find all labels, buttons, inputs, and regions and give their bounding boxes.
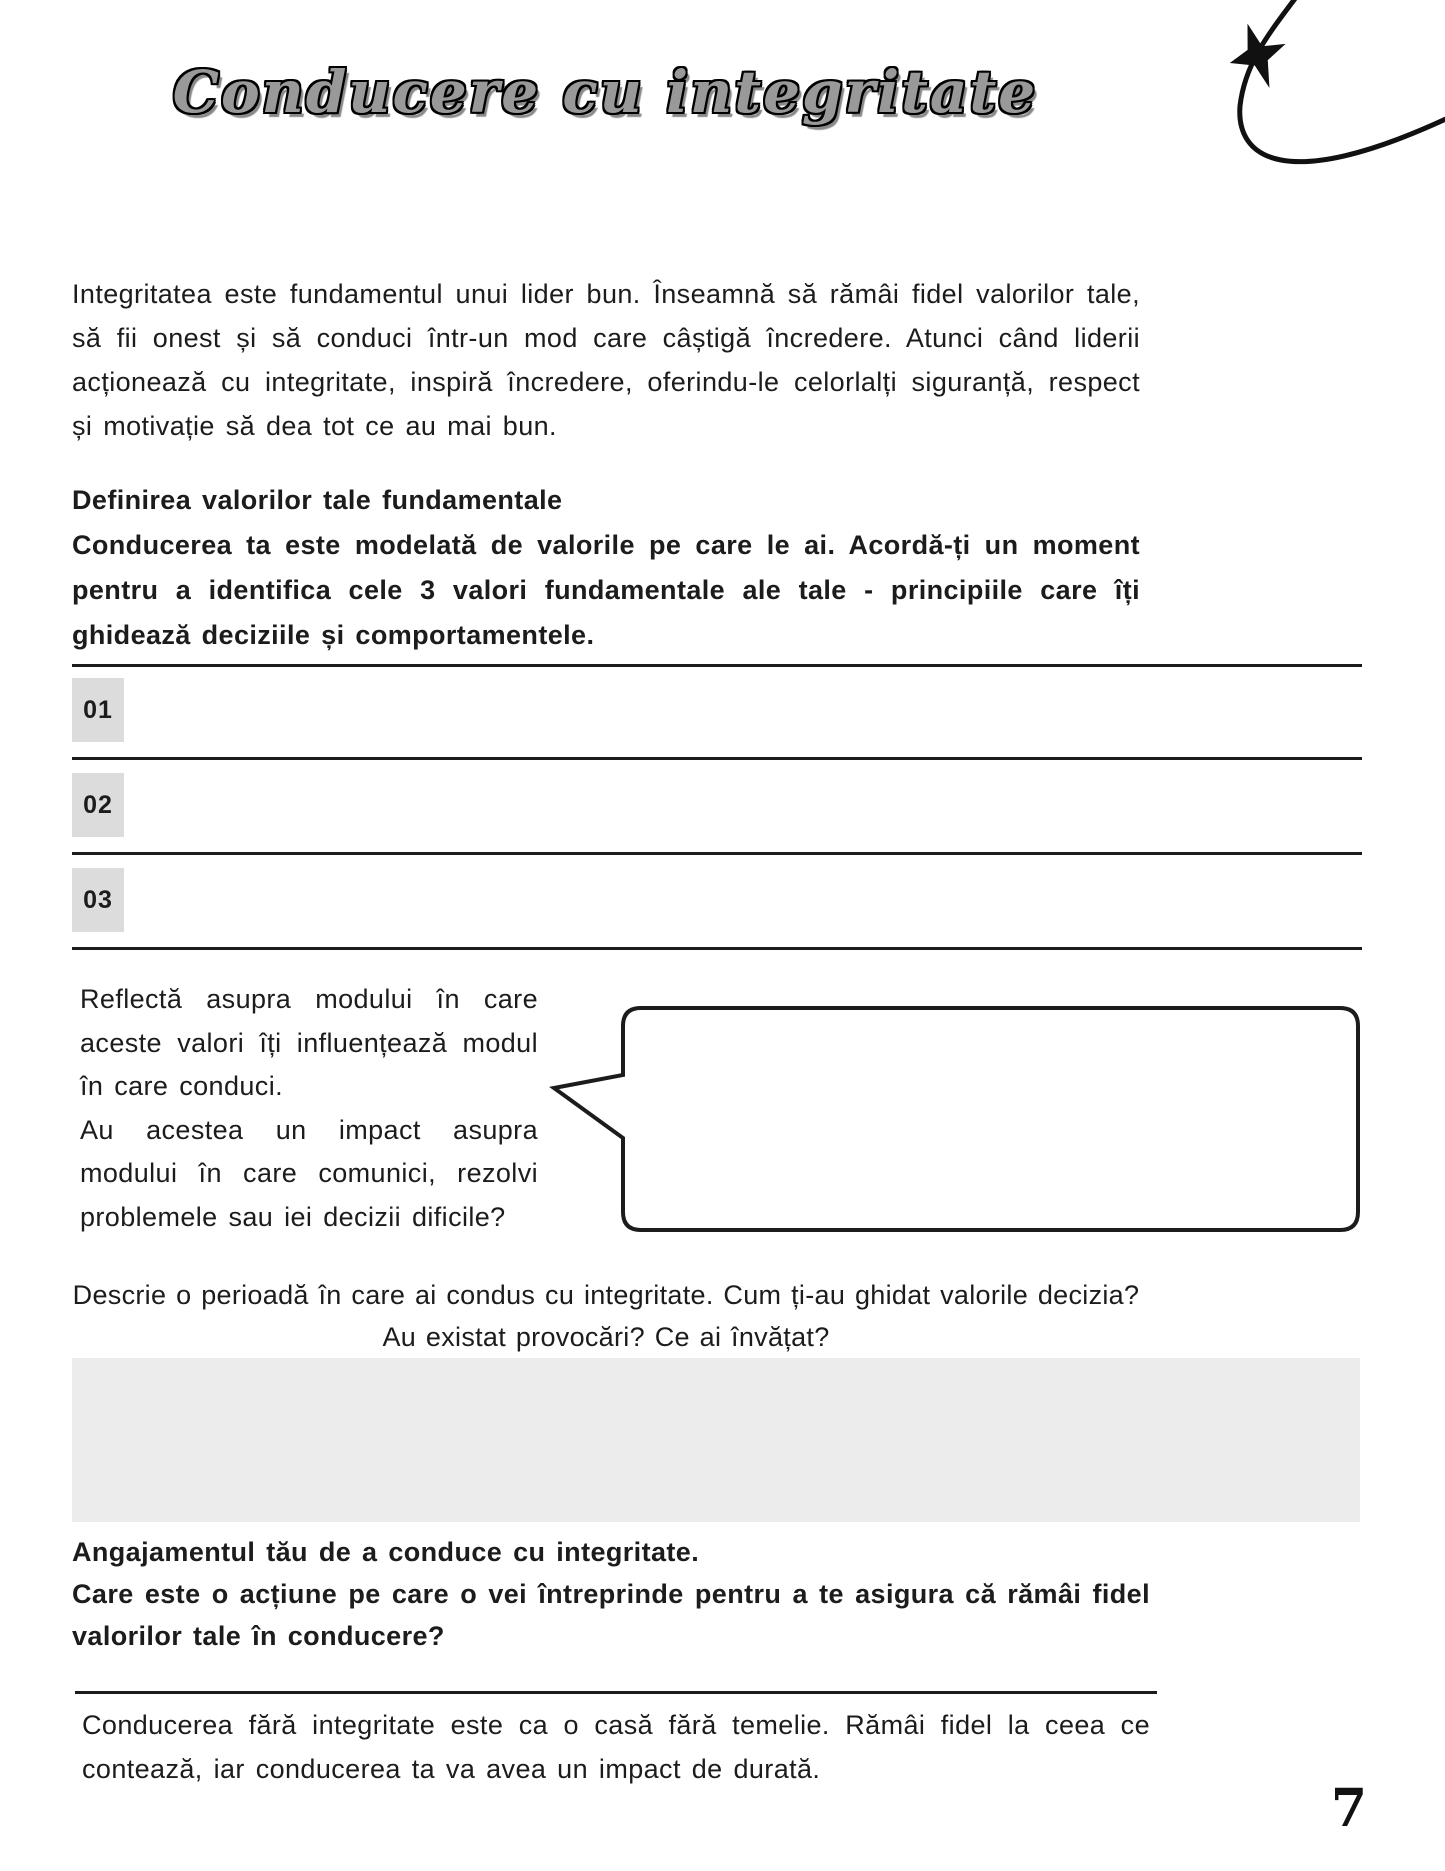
commitment-section xyxy=(72,1531,1150,1657)
reflection-prompt-line2: Au acestea un impact asupra modului în care comunici, rezolvi problemele sau iei decizii dificile? xyxy=(80,1114,538,1232)
intro-paragraph: Integritatea este fundamentul unui lider bun. Înseamnă să rămâi fidel valorilor tale, să fii onest și să conduci într-un mod care câștigă încredere. Atunci când liderii acționează cu integritate, inspiră încredere, oferindu-le celorlalți siguranță, respect și motivație să dea tot ce au mai bun. xyxy=(72,279,1140,441)
page-title: Conducere cu integritate xyxy=(172,58,1038,126)
value-number-label: 02 xyxy=(83,790,113,819)
swoosh-icon xyxy=(1240,0,1445,162)
writing-line-value-3[interactable] xyxy=(72,947,1362,950)
commitment-heading: Angajamentul tău de a conduce cu integritate. xyxy=(72,1537,700,1567)
values-section xyxy=(72,478,1140,658)
page-number: 7 xyxy=(1330,1778,1367,1839)
experience-answer-box[interactable] xyxy=(72,1358,1360,1522)
writing-line-value-2[interactable] xyxy=(72,852,1362,855)
writing-line-value-1[interactable] xyxy=(72,757,1362,760)
values-top-line xyxy=(72,664,1362,667)
value-number-badge xyxy=(72,773,124,837)
values-heading: Definirea valorilor tale fundamentale xyxy=(72,485,563,515)
value-number-label: 01 xyxy=(83,695,113,724)
reflection-prompt-line1: Reflectă asupra modului în care aceste valori îți influențează modul în care conduci. xyxy=(80,984,538,1101)
footer-quote: Conducerea fără integritate este ca o casă fără temelie. Rămâi fidel la ceea ce contează, iar conducerea ta va avea un impact de durată. xyxy=(82,1710,1150,1784)
value-number-label: 03 xyxy=(83,885,113,914)
commitment-question: Care este o acțiune pe care o vei întreprinde pentru a te asigura că rămâi fidel valorilor tale în conducere? xyxy=(72,1579,1150,1651)
reflection-prompt xyxy=(80,978,538,1239)
reflection-bubble[interactable] xyxy=(540,998,1368,1238)
speech-bubble-outline xyxy=(554,1008,1358,1230)
experience-prompt: Descrie o perioadă în care ai condus cu integritate. Cum ți-au ghidat valorile decizia? Au existat provocări? Ce ai învățat? xyxy=(72,1280,1140,1352)
values-instructions: Conducerea ta este modelată de valorile pe care le ai. Acordă-ți un moment pentru a identifica cele 3 valori fundamentale ale tale - principiile care îți ghidează deciziile și comportamentele. xyxy=(72,530,1140,650)
value-number-badge xyxy=(72,678,124,742)
value-number-badge xyxy=(72,868,124,932)
star-icon xyxy=(1220,14,1297,97)
footer-divider xyxy=(75,1691,1157,1694)
